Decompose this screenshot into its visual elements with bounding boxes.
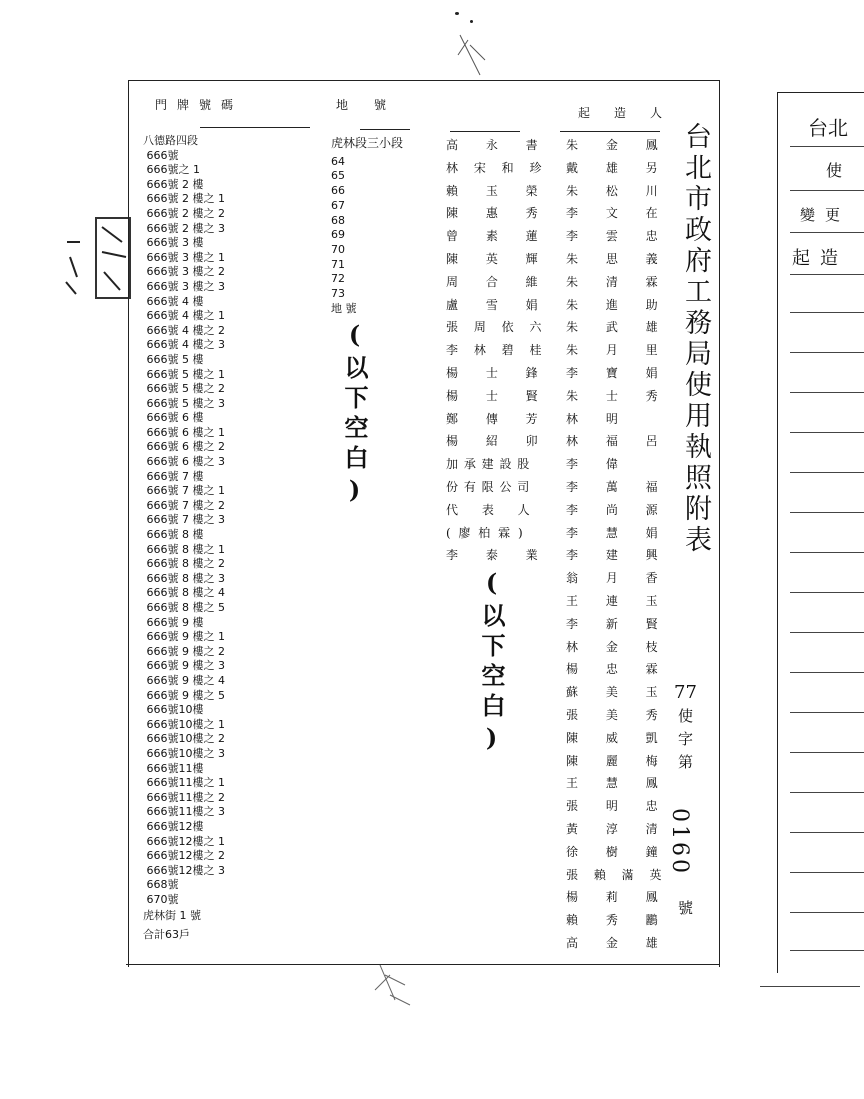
adjacent-rule	[790, 792, 864, 793]
lot-list	[331, 136, 431, 316]
address-item: 666號 3 樓之 1	[143, 250, 225, 264]
builder-name: 黃 淳 清	[566, 821, 670, 836]
builder-name: 代 表 人	[446, 502, 540, 517]
adjacent-rule	[760, 986, 860, 987]
builder-name: 陳 英 輝	[446, 251, 550, 266]
builder-name: ( 廖 柏 霖 )	[446, 525, 525, 540]
builder-name: 份 有 限 公 司	[446, 479, 531, 494]
builder-name: 楊 莉 鳳	[566, 890, 670, 905]
builder-name: 加 承 建 設 股	[446, 457, 531, 472]
address-item: 666號11樓之 1	[143, 776, 225, 790]
adjacent-rule	[790, 632, 864, 633]
address-item: 666號 9 樓之 2	[143, 644, 225, 658]
builder-name: 朱 思 義	[566, 251, 670, 266]
builder-name: 高 金 雄	[566, 935, 670, 950]
builder-name: 張 周 依 六	[446, 320, 548, 335]
builder-list-1	[446, 134, 556, 567]
lot-number: 65	[331, 169, 345, 183]
address-item: 666號 7 樓之 1	[143, 484, 225, 498]
address-item: 666號12樓之 3	[143, 863, 225, 877]
lot-column-header: 地號	[336, 98, 413, 112]
adjacent-rule	[790, 950, 864, 951]
adjacent-rule	[790, 712, 864, 713]
builder-list-2	[566, 134, 676, 955]
scan-mark-top	[440, 5, 500, 85]
lot-number: 73	[331, 287, 345, 301]
builder-name: 鄭 傳 芳	[446, 411, 550, 426]
address-item: 666號 6 樓之 1	[143, 425, 225, 439]
lot-section: 虎林段三小段	[331, 136, 404, 150]
adjacent-rule	[790, 232, 864, 233]
address-item: 666號 3 樓之 2	[143, 265, 225, 279]
builder-name: 李 偉	[566, 457, 630, 472]
address-item: 666號 8 樓	[143, 528, 204, 542]
adjacent-rule	[790, 912, 864, 913]
address-item: 666號 8 樓之 3	[143, 571, 225, 585]
address-total: 合計63戶	[143, 928, 190, 942]
address-item: 666號 9 樓之 4	[143, 673, 225, 687]
address-item: 666號 5 樓	[143, 352, 204, 366]
address-item: 666號10樓之 2	[143, 732, 225, 746]
license-prefix: 77	[674, 682, 697, 703]
builder-name: 王 連 玉	[566, 593, 670, 608]
builder-name: 盧 雪 娟	[446, 297, 550, 312]
builder-name: 李 文 在	[566, 206, 670, 221]
address-item: 666號10樓之 3	[143, 746, 225, 760]
address-item: 666號 2 樓之 2	[143, 206, 225, 220]
address-item: 666號 8 樓之 2	[143, 557, 225, 571]
address-item: 666號之 1	[143, 163, 200, 177]
address-item: 666號 4 樓之 1	[143, 309, 225, 323]
builder-name: 楊 士 賢	[446, 388, 550, 403]
builder-name: 周 合 維	[446, 274, 550, 289]
blank-below-marker-lot: (以下空白)	[340, 320, 369, 510]
adjacent-rule	[790, 392, 864, 393]
adjacent-rule	[790, 512, 864, 513]
header-rule	[450, 131, 520, 132]
lot-number: 67	[331, 198, 345, 212]
address-item: 668號	[143, 878, 179, 892]
builder-name: 林 宋 和 珍	[446, 160, 548, 175]
address-item: 666號 5 樓之 2	[143, 382, 225, 396]
address-item: 666號	[143, 148, 179, 162]
adjacent-rule	[790, 352, 864, 353]
adjacent-rule	[790, 274, 864, 275]
builder-name: 戴 雄 另	[566, 160, 670, 175]
lot-number: 69	[331, 228, 345, 242]
license-middle: 使字第	[676, 708, 694, 777]
document-title: 台北市政府工務局使用執照附表	[680, 122, 711, 556]
adjacent-rule	[790, 146, 864, 147]
license-suffix: 號	[676, 900, 694, 923]
address-item: 虎林街 1 號	[143, 909, 201, 923]
address-item: 666號 8 樓之 5	[143, 601, 225, 614]
adjacent-rule	[790, 832, 864, 833]
builder-name: 林 明	[566, 411, 630, 426]
builder-name: 林 福 呂	[566, 434, 670, 449]
lot-number: 72	[331, 272, 345, 286]
builder-name: 徐 樹 鐘	[566, 844, 670, 859]
address-list	[143, 134, 333, 943]
builder-name: 李 寶 娟	[566, 365, 670, 380]
lot-number: 64	[331, 154, 345, 168]
builder-name: 李 慧 娟	[566, 525, 670, 540]
builder-name: 蘇 美 玉	[566, 685, 670, 700]
adjacent-rule	[790, 752, 864, 753]
header-rule	[560, 131, 660, 132]
address-item: 666號 9 樓之 5	[143, 688, 225, 702]
address-item: 666號12樓之 1	[143, 834, 225, 848]
header-rule	[360, 129, 410, 130]
builder-column-header: 起造人	[578, 106, 687, 120]
adjacent-rule	[790, 312, 864, 313]
adjacent-rule	[790, 432, 864, 433]
address-item: 666號 9 樓之 3	[143, 659, 225, 673]
address-item: 670號	[143, 892, 179, 906]
adjacent-sheet-fragment: 變更	[800, 206, 851, 224]
lot-number: 68	[331, 213, 345, 227]
header-rule	[200, 127, 310, 128]
address-item: 666號 9 樓	[143, 615, 204, 629]
adjacent-rule	[790, 672, 864, 673]
builder-name: 朱 武 雄	[566, 320, 670, 335]
address-item: 666號10樓	[143, 703, 204, 717]
address-item: 666號 6 樓	[143, 411, 204, 425]
address-item: 666號 6 樓之 3	[143, 455, 225, 469]
address-item: 666號 4 樓之 3	[143, 338, 225, 352]
lot-number: 71	[331, 257, 345, 271]
sheet-bottom-edge	[126, 964, 720, 965]
builder-name: 陳 威 凱	[566, 730, 670, 745]
builder-name: 楊 忠 霖	[566, 662, 670, 677]
address-item: 666號 5 樓之 3	[143, 396, 225, 410]
address-item: 666號 3 樓之 3	[143, 279, 225, 293]
address-item: 666號10樓之 1	[143, 717, 225, 731]
address-item: 666號 2 樓之 3	[143, 221, 225, 235]
address-item: 666號12樓	[143, 819, 204, 833]
builder-name: 朱 清 霖	[566, 274, 670, 289]
address-item: 666號 2 樓之 1	[143, 192, 225, 206]
address-item: 666號 9 樓之 1	[143, 630, 225, 644]
adjacent-rule	[790, 872, 864, 873]
adjacent-rule	[790, 472, 864, 473]
builder-name: 朱 士 秀	[566, 388, 670, 403]
builder-name: 張 美 秀	[566, 707, 670, 722]
address-item: 八德路四段	[143, 134, 198, 147]
builder-name: 高 永 書	[446, 138, 550, 152]
builder-name: 朱 進 助	[566, 297, 670, 312]
lot-label: 地 號	[331, 301, 357, 315]
address-column-header: 門牌號碼	[155, 98, 244, 112]
license-number: 0160	[667, 808, 692, 876]
builder-name: 李 尚 源	[566, 502, 670, 517]
adjacent-rule	[790, 592, 864, 593]
address-item: 666號 6 樓之 2	[143, 440, 225, 454]
adjacent-rule	[790, 190, 864, 191]
builder-name: 朱 金 鳳	[566, 138, 670, 152]
lot-number: 66	[331, 184, 345, 198]
builder-name: 朱 月 里	[566, 343, 670, 358]
builder-name: 李 萬 福	[566, 479, 670, 494]
builder-name: 賴 玉 榮	[446, 183, 550, 198]
builder-name: 楊 紹 卯	[446, 434, 550, 449]
adjacent-sheet-fragment: 台北	[808, 116, 848, 140]
adjacent-rule	[790, 552, 864, 553]
address-item: 666號11樓	[143, 761, 204, 775]
address-item: 666號 7 樓之 2	[143, 498, 225, 512]
builder-name: 張 賴 滿 英	[566, 867, 668, 882]
address-item: 666號11樓之 2	[143, 790, 225, 804]
blank-below-marker-builders: (以下空白)	[477, 568, 506, 758]
builder-name: 張 明 忠	[566, 799, 670, 814]
address-item: 666號 3 樓	[143, 236, 204, 250]
address-item: 666號 8 樓之 1	[143, 542, 225, 556]
address-item: 666號 7 樓	[143, 469, 204, 483]
builder-name: 朱 松 川	[566, 183, 670, 198]
address-item: 666號 2 樓	[143, 177, 204, 191]
builder-name: 李 泰 業	[446, 548, 550, 563]
builder-name: 王 慧 鳳	[566, 776, 670, 791]
builder-name: 陳 惠 秀	[446, 206, 550, 221]
address-item: 666號11樓之 3	[143, 805, 225, 819]
address-item: 666號 4 樓	[143, 294, 204, 308]
builder-name: 李 建 興	[566, 548, 670, 563]
adjacent-sheet-fragment: 使	[826, 161, 843, 180]
address-item: 666號 8 樓之 4	[143, 586, 225, 600]
address-item: 666號12樓之 2	[143, 849, 225, 863]
address-item: 666號 5 樓之 1	[143, 367, 225, 381]
address-item: 666號 7 樓之 3	[143, 513, 225, 527]
builder-name: 李 林 碧 桂	[446, 343, 548, 358]
builder-name: 陳 麗 梅	[566, 753, 670, 768]
builder-name: 李 新 賢	[566, 616, 670, 631]
builder-name: 李 雲 忠	[566, 229, 670, 244]
address-item: 666號 4 樓之 2	[143, 323, 225, 337]
builder-name: 林 金 枝	[566, 639, 670, 654]
builder-name: 翁 月 香	[566, 571, 670, 586]
builder-name: 楊 士 鋒	[446, 365, 550, 380]
builder-name: 曾 素 蓮	[446, 229, 550, 244]
adjacent-sheet-fragment: 起造	[792, 248, 848, 269]
builder-name: 賴 秀 鸝	[566, 913, 670, 928]
lot-number: 70	[331, 242, 345, 256]
